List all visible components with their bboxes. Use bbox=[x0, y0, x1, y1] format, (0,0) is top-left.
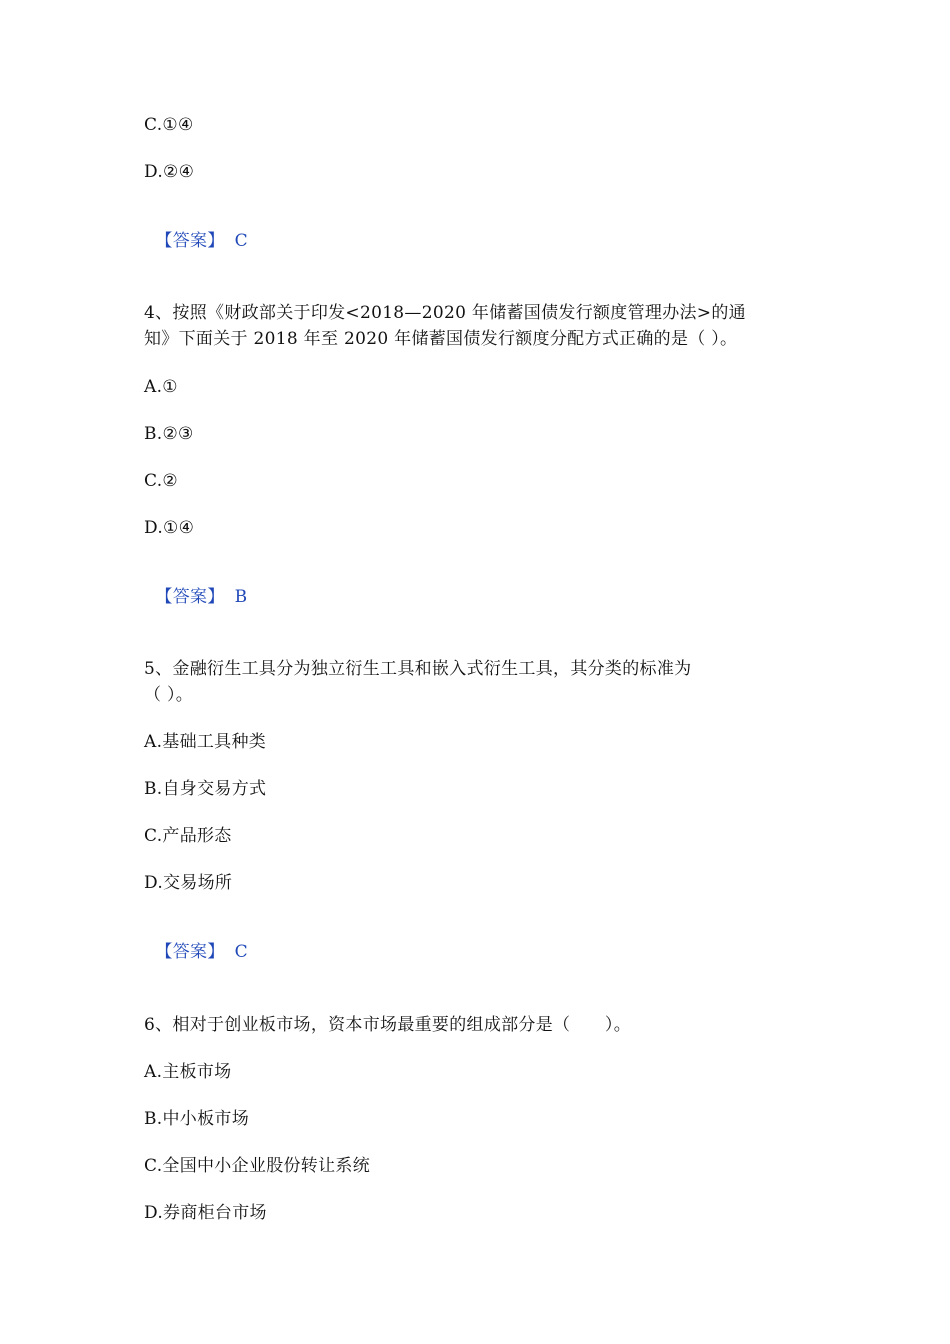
q3-option-c: C.①④ bbox=[144, 115, 194, 135]
q4-answer bbox=[144, 564, 247, 608]
q5-option-a: A.基础工具种类 bbox=[144, 732, 267, 752]
q6-option-d: D.券商柜台市场 bbox=[144, 1203, 267, 1223]
answer-label: 【答案】 bbox=[155, 942, 225, 962]
q4-stem-line1: 4、按照《财政部关于印发<2018—2020 年储蓄国债发行额度管理办法>的通 bbox=[144, 303, 746, 323]
q5-answer bbox=[144, 919, 248, 963]
q4-option-d: D.①④ bbox=[144, 518, 195, 538]
answer-value: C bbox=[234, 231, 248, 251]
q5-stem-line2: （ ）。 bbox=[144, 685, 194, 705]
q5-option-c: C.产品形态 bbox=[144, 826, 232, 846]
q4-option-a: A.① bbox=[144, 377, 178, 397]
q3-answer bbox=[144, 208, 248, 252]
answer-label: 【答案】 bbox=[155, 587, 225, 607]
q4-stem-line2: 知》下面关于 2018 年至 2020 年储蓄国债发行额度分配方式正确的是（ ）。 bbox=[144, 329, 738, 349]
q6-option-a: A.主板市场 bbox=[144, 1062, 232, 1082]
q5-option-d: D.交易场所 bbox=[144, 873, 233, 893]
q4-option-c: C.② bbox=[144, 471, 178, 491]
q3-option-d: D.②④ bbox=[144, 162, 195, 182]
answer-label: 【答案】 bbox=[155, 231, 225, 251]
answer-value: C bbox=[234, 942, 248, 962]
q4-option-b: B.②③ bbox=[144, 424, 194, 444]
answer-value: B bbox=[234, 587, 248, 607]
q6-stem-line1: 6、相对于创业板市场，资本市场最重要的组成部分是（ ）。 bbox=[144, 1015, 632, 1035]
q6-option-b: B.中小板市场 bbox=[144, 1109, 249, 1129]
q5-option-b: B.自身交易方式 bbox=[144, 779, 267, 799]
q6-option-c: C.全国中小企业股份转让系统 bbox=[144, 1156, 371, 1176]
q5-stem-line1: 5、金融衍生工具分为独立衍生工具和嵌入式衍生工具，其分类的标准为 bbox=[144, 659, 692, 679]
